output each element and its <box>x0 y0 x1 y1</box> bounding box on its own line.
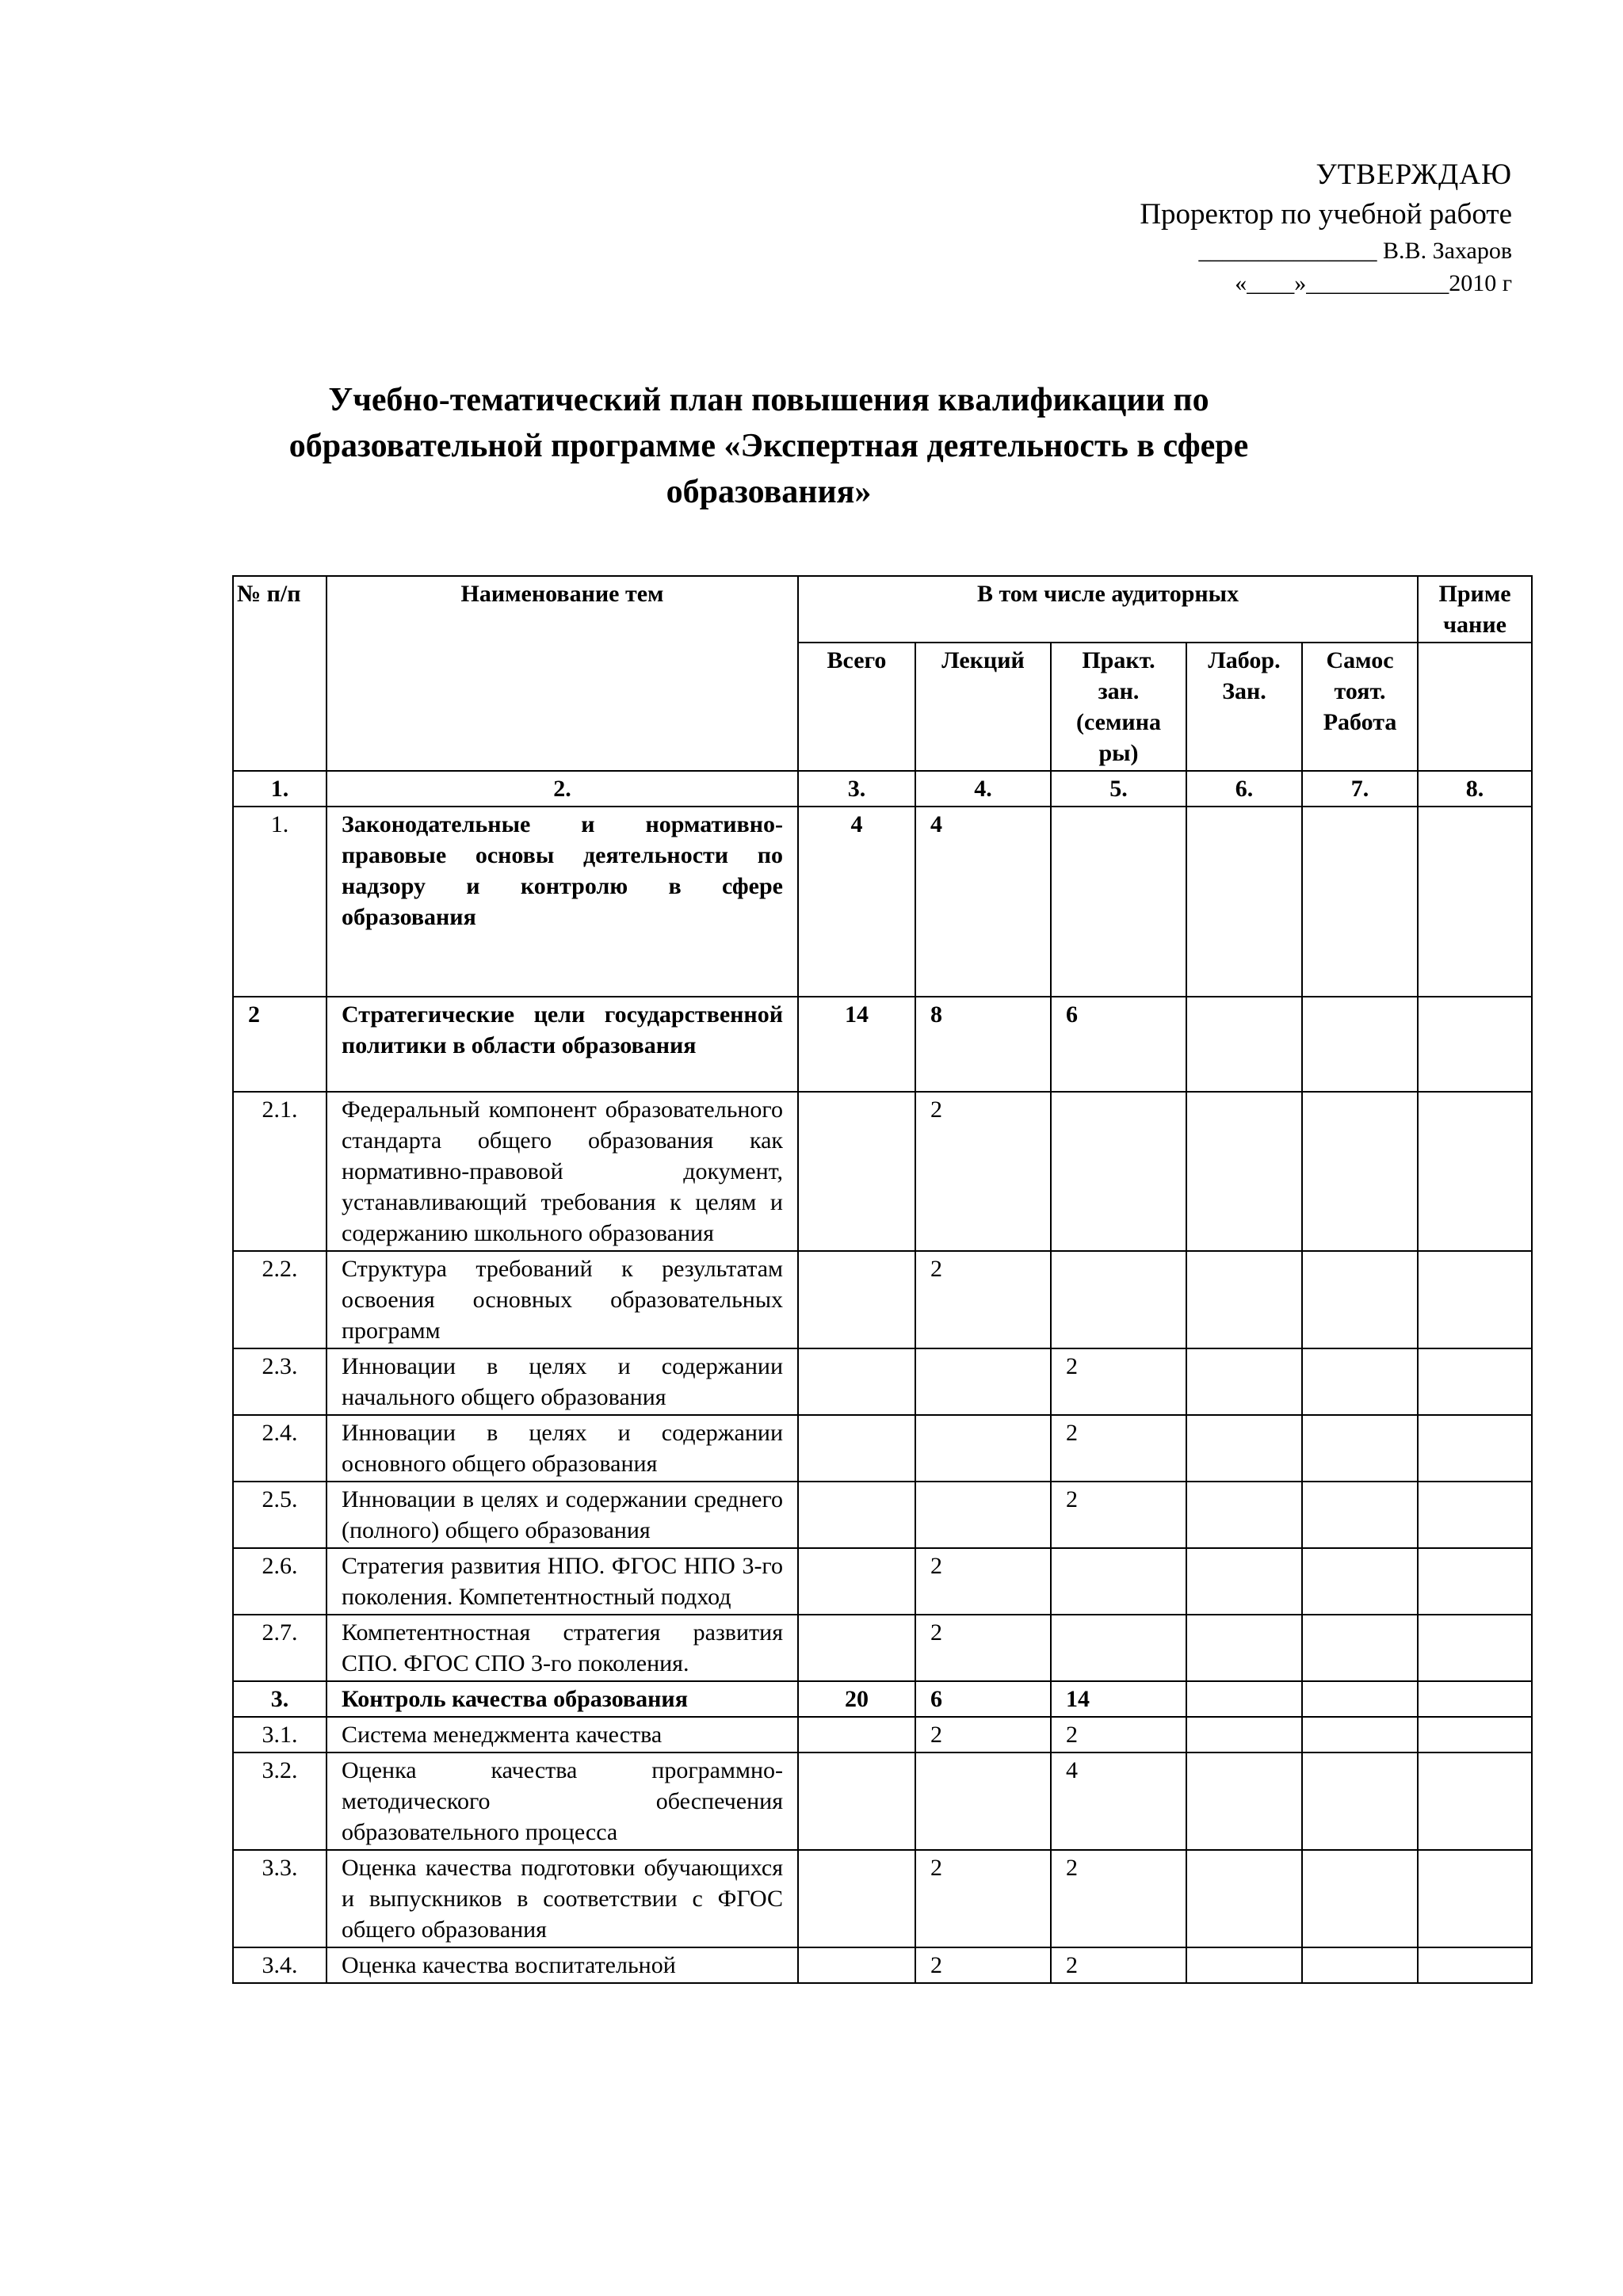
table-body <box>233 807 1532 1983</box>
practice-hours-cell: 2 <box>1051 1482 1186 1548</box>
self-hours-cell <box>1302 1717 1418 1753</box>
header-self: Самос тоят. Работа <box>1302 643 1418 771</box>
self-hours-cell <box>1302 1753 1418 1850</box>
topic-name-cell: Стратегия развития НПО. ФГОС НПО 3-го поколения. Компетентностный подход <box>327 1548 798 1615</box>
note-cell <box>1418 1415 1532 1482</box>
table-row <box>233 1348 1532 1415</box>
lecture-hours-cell: 2 <box>915 1251 1051 1348</box>
row-num-cell: 2.3. <box>233 1348 327 1415</box>
self-hours-cell <box>1302 1850 1418 1947</box>
lecture-hours-cell <box>915 1415 1051 1482</box>
lab-hours-cell <box>1186 1092 1302 1251</box>
lecture-hours-cell: 8 <box>915 997 1051 1092</box>
approval-block <box>1140 155 1512 299</box>
lab-hours-cell <box>1186 1753 1302 1850</box>
row-num-cell: 1. <box>233 807 327 997</box>
total-hours-cell <box>798 1850 915 1947</box>
practice-hours-cell: 2 <box>1051 1348 1186 1415</box>
topic-name-cell: Инновации в целях и содержании основного общего образования <box>327 1415 798 1482</box>
header-num: № п/п <box>233 576 327 771</box>
header-practice: Практ. зан. (семина ры) <box>1051 643 1186 771</box>
note-cell <box>1418 1850 1532 1947</box>
self-hours-cell <box>1302 1947 1418 1983</box>
table-row <box>233 1092 1532 1251</box>
lecture-hours-cell <box>915 1348 1051 1415</box>
practice-hours-cell <box>1051 1615 1186 1681</box>
note-cell <box>1418 1615 1532 1681</box>
practice-hours-cell <box>1051 1251 1186 1348</box>
topic-name-cell: Оценка качества воспитательной <box>327 1947 798 1983</box>
approval-signature: _______________ В.В. Захаров <box>1198 238 1512 264</box>
lab-hours-cell <box>1186 1615 1302 1681</box>
plan-table <box>232 575 1533 1984</box>
row-num-cell: 3.2. <box>233 1753 327 1850</box>
topic-name-cell: Стратегические цели государственной политики в области образования <box>327 997 798 1092</box>
total-hours-cell <box>798 1415 915 1482</box>
note-cell <box>1418 807 1532 997</box>
topic-name-cell: Федеральный компонент образовательного стандарта общего образования как нормативно-правовой документ, устанавливающий требования к целям и содержанию школьного образования <box>327 1092 798 1251</box>
col-number: 8. <box>1418 771 1532 807</box>
lecture-hours-cell: 2 <box>915 1548 1051 1615</box>
row-num-cell: 2.2. <box>233 1251 327 1348</box>
header-auditory: В том числе аудиторных <box>798 576 1418 643</box>
lab-hours-cell <box>1186 1251 1302 1348</box>
lecture-hours-cell: 2 <box>915 1850 1051 1947</box>
note-cell <box>1418 997 1532 1092</box>
practice-hours-cell: 2 <box>1051 1717 1186 1753</box>
col-number: 4. <box>915 771 1051 807</box>
lecture-hours-cell <box>915 1753 1051 1850</box>
note-cell <box>1418 1348 1532 1415</box>
col-number: 2. <box>327 771 798 807</box>
lab-hours-cell <box>1186 1850 1302 1947</box>
row-num-cell: 2.1. <box>233 1092 327 1251</box>
lecture-hours-cell: 2 <box>915 1092 1051 1251</box>
lab-hours-cell <box>1186 1548 1302 1615</box>
topic-name-cell: Инновации в целях и содержании начального общего образования <box>327 1348 798 1415</box>
practice-hours-cell: 2 <box>1051 1415 1186 1482</box>
column-number-row <box>233 771 1532 807</box>
table-row <box>233 1482 1532 1548</box>
total-hours-cell <box>798 1348 915 1415</box>
approval-position: Проректор по учебной работе <box>1140 198 1512 231</box>
self-hours-cell <box>1302 1092 1418 1251</box>
total-hours-cell: 14 <box>798 997 915 1092</box>
header-name: Наименование тем <box>327 576 798 771</box>
note-cell <box>1418 1717 1532 1753</box>
row-num-cell: 2.4. <box>233 1415 327 1482</box>
total-hours-cell: 20 <box>798 1681 915 1717</box>
lab-hours-cell <box>1186 1482 1302 1548</box>
table-row <box>233 807 1532 997</box>
topic-name-cell: Инновации в целях и содержании среднего (полного) общего образования <box>327 1482 798 1548</box>
approval-heading: УТВЕРЖДАЮ <box>1316 158 1512 191</box>
total-hours-cell <box>798 1947 915 1983</box>
col-number: 1. <box>233 771 327 807</box>
note-cell <box>1418 1482 1532 1548</box>
lab-hours-cell <box>1186 997 1302 1092</box>
table-row <box>233 1850 1532 1947</box>
lecture-hours-cell: 2 <box>915 1717 1051 1753</box>
practice-hours-cell <box>1051 1548 1186 1615</box>
row-num-cell: 2 <box>233 997 327 1092</box>
note-cell <box>1418 1681 1532 1717</box>
practice-hours-cell: 4 <box>1051 1753 1186 1850</box>
note-cell <box>1418 1753 1532 1850</box>
row-num-cell: 3.1. <box>233 1717 327 1753</box>
self-hours-cell <box>1302 997 1418 1092</box>
self-hours-cell <box>1302 1681 1418 1717</box>
total-hours-cell: 4 <box>798 807 915 997</box>
row-num-cell: 3.3. <box>233 1850 327 1947</box>
lab-hours-cell <box>1186 1947 1302 1983</box>
header-note: Приме чание <box>1418 576 1532 643</box>
note-cell <box>1418 1092 1532 1251</box>
self-hours-cell <box>1302 1251 1418 1348</box>
practice-hours-cell: 14 <box>1051 1681 1186 1717</box>
topic-name-cell: Оценка качества подготовки обучающихся и выпускников в соответствии с ФГОС общего образования <box>327 1850 798 1947</box>
topic-name-cell: Компетентностная стратегия развития СПО. ФГОС СПО 3-го поколения. <box>327 1615 798 1681</box>
col-number: 5. <box>1051 771 1186 807</box>
note-cell <box>1418 1251 1532 1348</box>
topic-name-cell: Законодательные и нормативно-правовые основы деятельности по надзору и контролю в сфере образования <box>327 807 798 997</box>
row-num-cell: 3.4. <box>233 1947 327 1983</box>
self-hours-cell <box>1302 1615 1418 1681</box>
lecture-hours-cell <box>915 1482 1051 1548</box>
table-row <box>233 1415 1532 1482</box>
total-hours-cell <box>798 1092 915 1251</box>
table-row <box>233 1615 1532 1681</box>
lecture-hours-cell: 6 <box>915 1681 1051 1717</box>
lab-hours-cell <box>1186 1681 1302 1717</box>
table-row <box>233 1251 1532 1348</box>
table-row <box>233 1717 1532 1753</box>
col-number: 7. <box>1302 771 1418 807</box>
header-total: Всего <box>798 643 915 771</box>
header-row-1 <box>233 576 1532 643</box>
practice-hours-cell <box>1051 1092 1186 1251</box>
lab-hours-cell <box>1186 1415 1302 1482</box>
total-hours-cell <box>798 1615 915 1681</box>
row-num-cell: 2.6. <box>233 1548 327 1615</box>
self-hours-cell <box>1302 1415 1418 1482</box>
row-num-cell: 3. <box>233 1681 327 1717</box>
lecture-hours-cell: 2 <box>915 1947 1051 1983</box>
lab-hours-cell <box>1186 1717 1302 1753</box>
note-cell <box>1418 1548 1532 1615</box>
practice-hours-cell: 6 <box>1051 997 1186 1092</box>
document-title: Учебно-тематический план повышения квалификации по образовательной программе «Экспертная деятельность в сфере образования» <box>288 382 1249 510</box>
table-head <box>233 576 1532 807</box>
header-lab: Лабор. Зан. <box>1186 643 1302 771</box>
table-row <box>233 1548 1532 1615</box>
self-hours-cell <box>1302 807 1418 997</box>
self-hours-cell <box>1302 1482 1418 1548</box>
topic-name-cell: Система менеджмента качества <box>327 1717 798 1753</box>
header-note-empty <box>1418 643 1532 771</box>
total-hours-cell <box>798 1251 915 1348</box>
total-hours-cell <box>798 1753 915 1850</box>
topic-name-cell: Структура требований к результатам освоения основных образовательных программ <box>327 1251 798 1348</box>
practice-hours-cell: 2 <box>1051 1850 1186 1947</box>
lecture-hours-cell: 2 <box>915 1615 1051 1681</box>
table-row <box>233 997 1532 1092</box>
table-row <box>233 1681 1532 1717</box>
practice-hours-cell <box>1051 807 1186 997</box>
table-row <box>233 1947 1532 1983</box>
header-lectures: Лекций <box>915 643 1051 771</box>
col-number: 3. <box>798 771 915 807</box>
total-hours-cell <box>798 1717 915 1753</box>
lab-hours-cell <box>1186 1348 1302 1415</box>
total-hours-cell <box>798 1482 915 1548</box>
note-cell <box>1418 1947 1532 1983</box>
row-num-cell: 2.7. <box>233 1615 327 1681</box>
self-hours-cell <box>1302 1348 1418 1415</box>
practice-hours-cell: 2 <box>1051 1947 1186 1983</box>
total-hours-cell <box>798 1548 915 1615</box>
self-hours-cell <box>1302 1548 1418 1615</box>
lecture-hours-cell: 4 <box>915 807 1051 997</box>
approval-date: «____»____________2010 г <box>1235 270 1512 296</box>
lab-hours-cell <box>1186 807 1302 997</box>
topic-name-cell: Контроль качества образования <box>327 1681 798 1717</box>
table-row <box>233 1753 1532 1850</box>
row-num-cell: 2.5. <box>233 1482 327 1548</box>
topic-name-cell: Оценка качества программно-методического обеспечения образовательного процесса <box>327 1753 798 1850</box>
col-number: 6. <box>1186 771 1302 807</box>
